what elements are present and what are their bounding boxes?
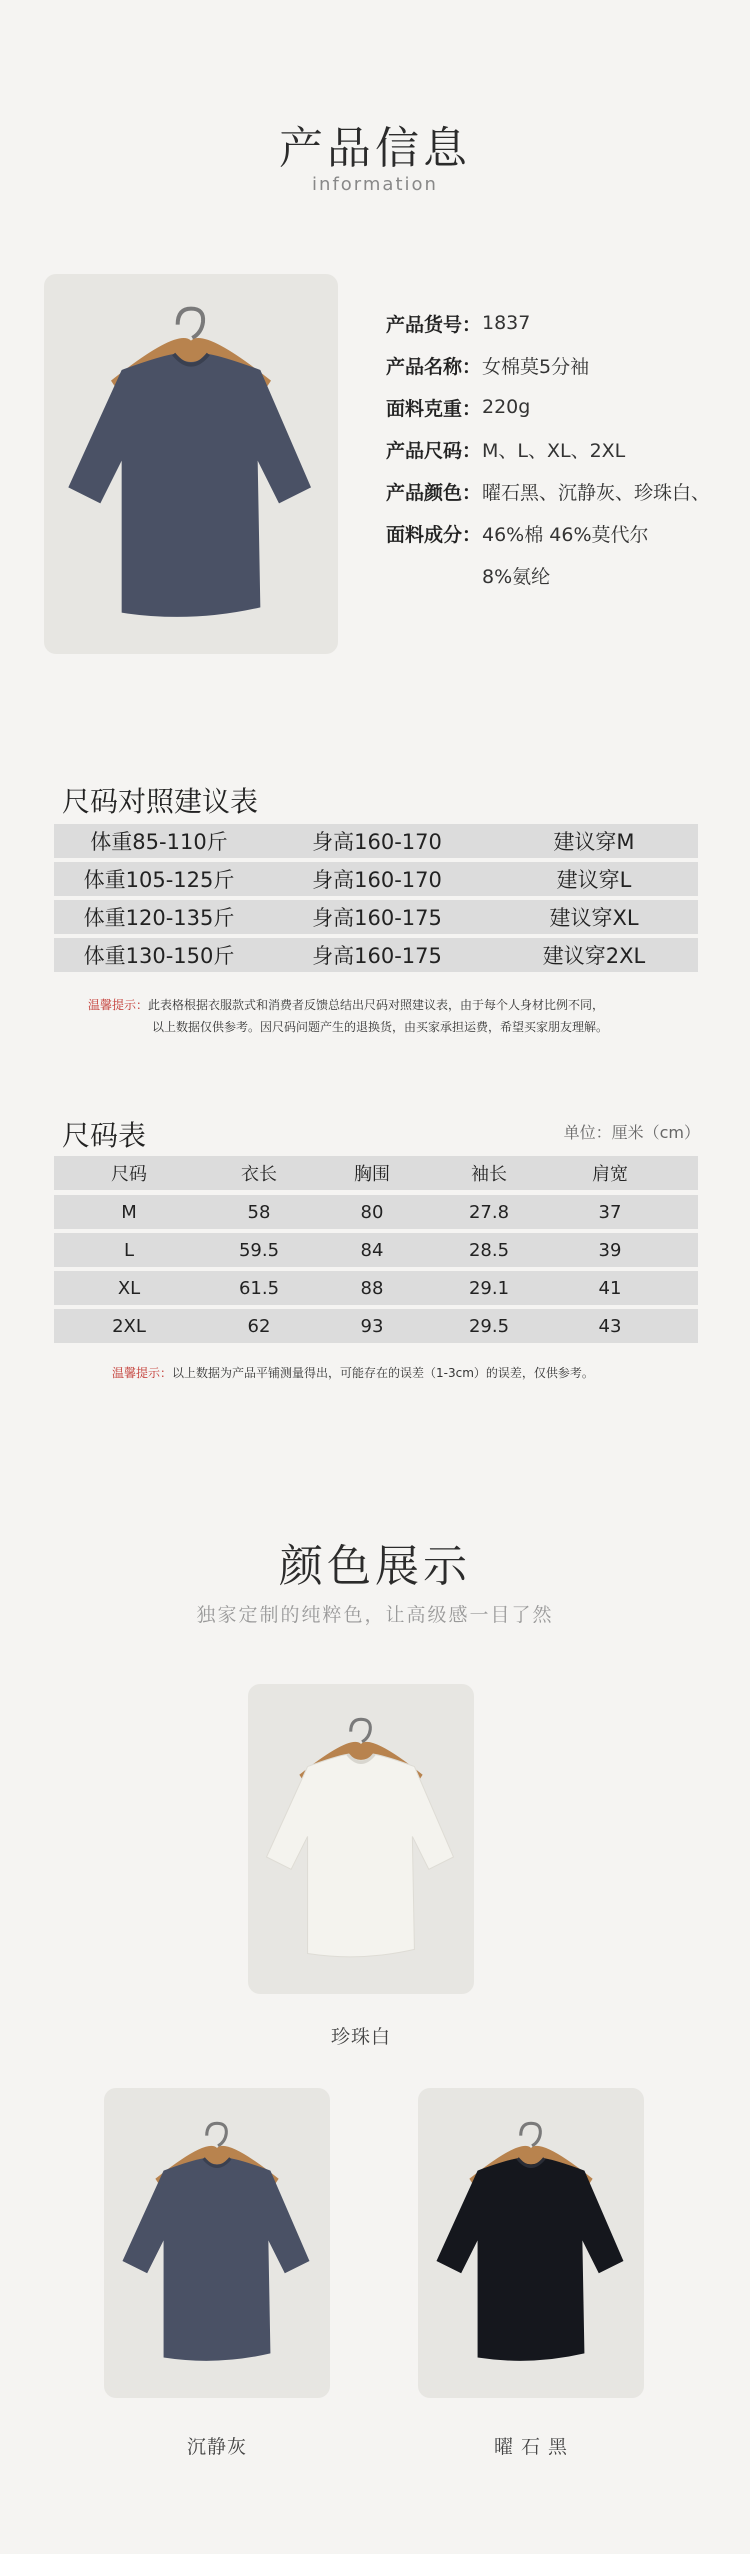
colors-subtitle: 独家定制的纯粹色，让高级感一目了然: [196, 1604, 554, 1626]
size-cell: 2XL: [112, 1315, 146, 1337]
note-line-2: 以上数据仅供参考。因尺码问题产生的退换货，由买家承担运费，希望买家朋友理解。: [152, 1020, 609, 1034]
table-row: [54, 1195, 698, 1229]
table-row: [54, 862, 698, 896]
sleeve-cell: 29.1: [468, 1277, 510, 1299]
height-cell: 身高160-175: [312, 944, 442, 968]
length-cell: 58: [247, 1201, 271, 1223]
info-row-composition: [386, 512, 736, 554]
sleeve-cell: 29.5: [468, 1315, 510, 1337]
product-info-list: [386, 302, 736, 596]
info-value: M、L、XL、2XL: [482, 439, 626, 462]
info-row-name: [386, 344, 736, 386]
info-label: 产品尺码：: [386, 439, 482, 462]
info-value: 女棉莫5分袖: [482, 355, 590, 378]
note-line-1: 此表格根据衣服款式和消费者反馈总结出尺码对照建议表，由于每个人身材比例不同，: [148, 998, 605, 1012]
recommend-note: [88, 994, 688, 1038]
info-value: 46%棉 46%莫代尔: [482, 523, 649, 546]
table-row: [54, 1309, 698, 1343]
shoulder-cell: 37: [598, 1201, 622, 1223]
suggest-cell: 建议穿L: [556, 868, 632, 892]
note-label: 温馨提示：: [88, 998, 149, 1012]
info-label: 产品颜色：: [386, 481, 482, 504]
chest-cell: 84: [360, 1239, 384, 1261]
header-cell: 衣长: [241, 1164, 277, 1185]
info-value: 1837: [482, 312, 531, 334]
info-row-composition-cont: [386, 554, 736, 596]
size-cell: L: [123, 1239, 135, 1261]
height-cell: 身高160-170: [312, 830, 442, 854]
info-row-colors: [386, 470, 736, 512]
header-cell: 尺码: [111, 1164, 147, 1185]
size-cell: M: [121, 1201, 137, 1223]
note-text: 以上数据为产品平铺测量得出，可能存在的误差（1-3cm）的误差，仅供参考。: [172, 1366, 594, 1380]
sleeve-cell: 27.8: [468, 1201, 510, 1223]
size-unit: 单位：厘米（cm）: [563, 1123, 700, 1142]
info-label: 面料成分：: [386, 523, 482, 546]
colors-title: 颜色展示: [279, 1541, 471, 1592]
table-row: [54, 900, 698, 934]
shoulder-cell: 39: [598, 1239, 622, 1261]
shoulder-cell: 43: [598, 1315, 622, 1337]
tshirt-image: [248, 1684, 474, 1994]
color-label-white: 珍珠白: [330, 2026, 391, 2048]
chest-cell: 88: [360, 1277, 384, 1299]
color-label-black: 曜 石 黑: [493, 2436, 569, 2458]
info-row-sku: [386, 302, 736, 344]
suggest-cell: 建议穿M: [553, 830, 635, 854]
weight-cell: 体重130-150斤: [83, 944, 235, 968]
info-value: 8%氨纶: [482, 565, 551, 588]
color-photo-white: [248, 1684, 474, 1994]
info-label: 产品货号：: [386, 313, 482, 336]
info-label: 产品名称：: [386, 355, 482, 378]
info-value: 曜石黑、沉静灰、珍珠白、: [482, 481, 711, 504]
color-label-gray: 沉静灰: [186, 2436, 247, 2458]
shoulder-cell: 41: [598, 1277, 622, 1299]
table-row: [54, 938, 698, 972]
table-row: [54, 1271, 698, 1305]
color-photo-black: [418, 2088, 644, 2398]
note-label: 温馨提示：: [112, 1366, 173, 1380]
size-note: [112, 1362, 712, 1384]
tshirt-image: [44, 274, 338, 654]
info-row-weight: [386, 386, 736, 428]
recommend-title: 尺码对照建议表: [62, 785, 259, 818]
length-cell: 61.5: [238, 1277, 280, 1299]
chest-cell: 80: [360, 1201, 384, 1223]
table-row: [54, 824, 698, 858]
size-cell: XL: [117, 1277, 141, 1299]
tshirt-image: [418, 2088, 644, 2398]
color-photo-gray: [104, 2088, 330, 2398]
size-table-title: 尺码表: [62, 1119, 147, 1152]
suggest-cell: 建议穿2XL: [542, 944, 646, 968]
height-cell: 身高160-175: [312, 906, 442, 930]
header-cell: 胸围: [354, 1164, 390, 1185]
product-info-title: 产品信息: [279, 123, 471, 174]
chest-cell: 93: [360, 1315, 384, 1337]
weight-cell: 体重85-110斤: [90, 830, 228, 854]
info-label: 面料克重：: [386, 397, 482, 420]
weight-cell: 体重105-125斤: [83, 868, 235, 892]
info-row-sizes: [386, 428, 736, 470]
product-photo: [44, 274, 338, 654]
header-cell: 肩宽: [592, 1164, 628, 1185]
height-cell: 身高160-170: [312, 868, 442, 892]
table-row: [54, 1233, 698, 1267]
tshirt-image: [104, 2088, 330, 2398]
size-table-header: [54, 1156, 698, 1190]
sleeve-cell: 28.5: [468, 1239, 510, 1261]
info-value: 220g: [482, 396, 531, 418]
length-cell: 62: [247, 1315, 271, 1337]
header-cell: 袖长: [471, 1164, 507, 1185]
weight-cell: 体重120-135斤: [83, 906, 235, 930]
product-info-subtitle: information: [312, 174, 438, 195]
length-cell: 59.5: [238, 1239, 280, 1261]
suggest-cell: 建议穿XL: [549, 906, 639, 930]
